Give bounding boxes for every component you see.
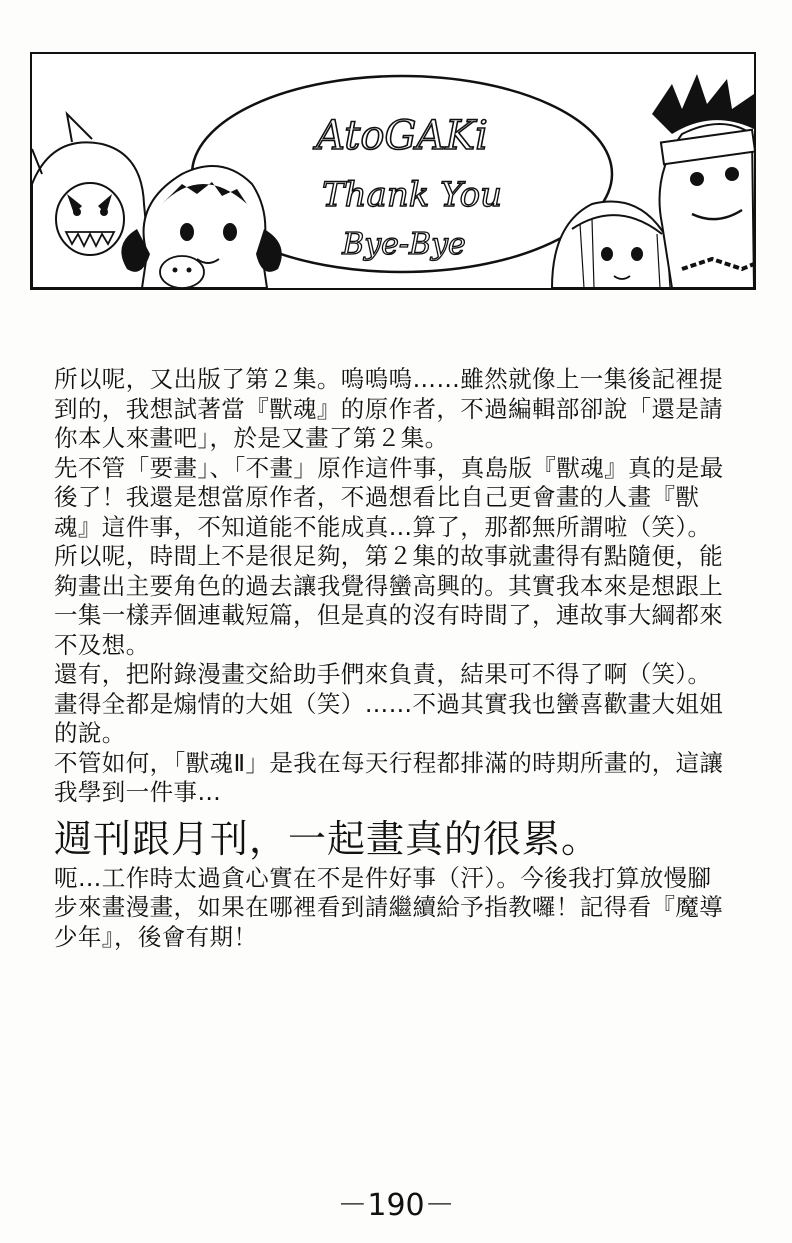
bubble-line-2: Thank You <box>321 175 503 215</box>
headband-man-character <box>652 74 754 288</box>
page-number: －190－ <box>337 1188 455 1223</box>
paragraph-2: 先不管「要畫」、「不畫」原作這件事，真島版『獸魂』真的是最後了！我還是想當原作者，不過想看比自己更會畫的人畫『獸魂』這件事，不知道能不能成真…算了，那都無所謂啦（笑）。 <box>54 453 724 541</box>
emphasis-line: 週刊跟月刊，一起畫真的很累。 <box>54 816 601 861</box>
header-illustration-panel <box>30 52 756 290</box>
bubble-line-1: AtoGAKi <box>316 113 488 159</box>
afterword-text <box>54 365 734 952</box>
closing-paragraph: 呃…工作時太過貪心實在不是件好事（汗）。今後我打算放慢腳步來畫漫畫，如果在哪裡看到請繼續給予指教囉！記得看『魔導少年』，後會有期！ <box>54 863 724 951</box>
paragraph-3: 所以呢，時間上不是很足夠，第２集的故事就畫得有點隨便，能夠畫出主要角色的過去讓我覺得蠻高興的。其實我本來是想跟上一集一樣弄個連載短篇，但是真的沒有時間了，連故事大綱都來不及想。 <box>54 542 724 659</box>
atogaki-illustration <box>32 54 754 288</box>
paragraph-5: 不管如何，「獸魂Ⅱ」是我在每天行程都排滿的時期所畫的，這讓我學到一件事… <box>54 748 724 806</box>
bubble-line-3: Bye-Bye <box>342 227 466 262</box>
paragraph-1: 所以呢，又出版了第２集。嗚嗚嗚……雖然就像上一集後記裡提到的，我想試著當『獸魂』的原作者，不過編輯部卻說「還是請你本人來畫吧」，於是又畫了第２集。 <box>54 365 724 452</box>
paragraph-4: 還有，把附錄漫畫交給助手們來負責，結果可不得了啊（笑）。畫得全都是煽情的大姐（笑）……不過其實我也蠻喜歡畫大姐姐的說。 <box>54 660 724 747</box>
